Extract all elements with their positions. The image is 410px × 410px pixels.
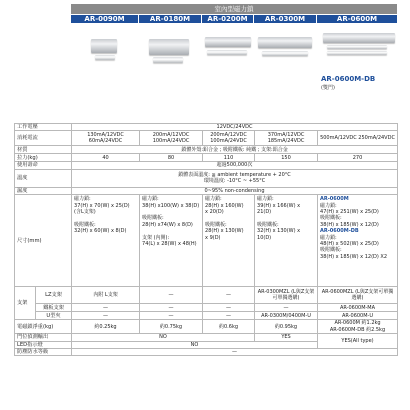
- label-plate-bracket: 鐵板支架: [36, 304, 72, 312]
- extra-model-name: AR-0600M-DB: [321, 75, 376, 83]
- spec-table: [14, 123, 398, 356]
- row-temp: [15, 169, 398, 187]
- label-weight: 電磁鎖淨重(kg): [15, 320, 72, 334]
- dim-line: 74(L) x 28(W) x 48(H): [142, 241, 197, 248]
- temp-surface: 鎖體表面溫度: ≦ ambient temperature + 20°C: [178, 171, 291, 178]
- row-force: [15, 154, 398, 162]
- u-1: —: [72, 312, 140, 320]
- weight-3: 約0.6kg: [203, 320, 255, 334]
- dim-line: 支架 (內開):: [142, 234, 170, 241]
- current-4: 370mA/12VDC 185mA/24VDC: [255, 131, 318, 146]
- lock-body-image: [91, 39, 117, 53]
- lz-3: —: [203, 287, 255, 304]
- dim-line: 吸附鐵板:: [74, 221, 96, 228]
- dim-line: 32(H) x 60(W) x 8(D): [74, 228, 127, 235]
- u-4: AR-0300M/0400M-U: [255, 312, 318, 320]
- weight-1: 約0.25kg: [72, 320, 140, 334]
- dim-line: 38(H) x100(W) x 38(D): [142, 202, 200, 209]
- row-waterproof: [15, 349, 398, 356]
- lz-5: AR-0600MZL (L與Z支架可單獨選購): [318, 287, 398, 304]
- dims-1: [72, 195, 140, 287]
- dim-line: 吸附鐵板:: [320, 215, 342, 222]
- spec-sheet: [14, 4, 397, 356]
- force-3: 110: [203, 154, 255, 162]
- plate-2: —: [140, 304, 203, 312]
- lz-2: —: [140, 287, 203, 304]
- force-2: 80: [140, 154, 203, 162]
- product-image-row: [14, 23, 397, 123]
- row-dimensions: [15, 195, 398, 287]
- label-dimensions: 尺寸(mm): [15, 195, 72, 287]
- model-name-5: AR-0600M: [317, 15, 397, 23]
- dim-line: 磁力鎖:: [205, 196, 222, 203]
- dims-5: [318, 195, 398, 287]
- dim-model-title: AR-0600M: [320, 196, 349, 203]
- door-output-no: NO: [72, 334, 255, 341]
- current-5: 500mA/12VDC 250mA/24VDC: [318, 131, 398, 146]
- dim-line: 32(H) x 130(W) x 10(D): [257, 228, 301, 241]
- label-force: 拉力(kg): [15, 154, 72, 162]
- extra-model-note: (雙門): [321, 85, 335, 91]
- force-4: 150: [255, 154, 318, 162]
- header-group-row: [14, 4, 397, 14]
- dim-line: 28(H) x74(W) x 8(D): [142, 221, 193, 228]
- dim-line: 37(H) x 70(W) x 25(D): [74, 202, 130, 209]
- current-3: 200mA/12VDC 100mA/24VDC: [203, 131, 255, 146]
- dim-line: 磁力鎖:: [320, 202, 337, 209]
- label-humidity: 濕度: [15, 187, 72, 194]
- value-voltage: 12VDC/24VDC: [72, 124, 398, 131]
- dim-line: x 9(D): [205, 234, 221, 241]
- label-lz-bracket: LZ支架: [36, 287, 72, 304]
- dim-line: 38(H) x 185(W) x 12(D): [320, 221, 379, 228]
- dim-line: 吸附鐵板:: [257, 221, 279, 228]
- label-u-clip: U型夾: [36, 312, 72, 320]
- u-2: —: [140, 312, 203, 320]
- dim-model-title: AR-0600M-DB: [320, 228, 359, 235]
- lock-body-image: [323, 33, 395, 43]
- lock-body-image: [205, 37, 251, 47]
- model-name-3: AR-0200M: [202, 15, 254, 23]
- u-5: AR-0600M-U: [318, 312, 398, 320]
- weight-2: 約0.75kg: [140, 320, 203, 334]
- armature-plate-image: [95, 55, 115, 60]
- model-name-2: AR-0180M: [139, 15, 202, 23]
- value-humidity: 0~95% non-condensing: [72, 187, 398, 194]
- dim-line: 39(H) x 166(W) x 21(D): [257, 202, 301, 216]
- value-life: 超過500,000次: [72, 162, 398, 169]
- plate-4: —: [255, 304, 318, 312]
- label-material: 材質: [15, 146, 72, 154]
- weight-5: [318, 320, 398, 334]
- force-1: 40: [72, 154, 140, 162]
- product-image-5: [317, 23, 397, 123]
- armature-plate-image: [327, 45, 387, 49]
- dim-line: 47(H) x 251(W) x 25(D): [320, 209, 379, 216]
- armature-plate-image: [262, 51, 308, 56]
- label-voltage: 工作電壓: [15, 124, 72, 131]
- row-bracket-u: [15, 312, 398, 320]
- lock-body-image: [149, 39, 189, 55]
- row-weight: [15, 320, 398, 334]
- product-image-3: [202, 23, 254, 123]
- row-current: [15, 131, 398, 146]
- armature-plate-image: [207, 50, 247, 55]
- weight-5b: AR-0600M-DB 約2.5kg: [329, 326, 386, 333]
- product-image-2: [139, 23, 202, 123]
- label-door-output: 門位偵測輸出: [15, 334, 72, 341]
- temp-ambient: 環境溫度: -10°C ~ +55°C: [203, 178, 266, 185]
- u-3: —: [203, 312, 255, 320]
- label-led: LED指示燈: [15, 341, 72, 348]
- armature-plate-image: [327, 51, 387, 55]
- label-temp: 溫度: [15, 169, 72, 187]
- current-1: 130mA/12VDC 60mA/24VDC: [72, 131, 140, 146]
- product-image-4: [254, 23, 317, 123]
- plate-3: —: [203, 304, 255, 312]
- weight-4: 約0.95kg: [255, 320, 318, 334]
- value-material: 鎖體外殼:鋁合金 ; 吸附鐵板: 純鐵 ; 支架:鋁合金: [72, 146, 398, 154]
- dim-line: (含L支架): [74, 209, 96, 216]
- model-header-row: [14, 15, 397, 23]
- row-material: [15, 146, 398, 154]
- lz-1: 內附 L支架: [72, 287, 140, 304]
- model-name-4: AR-0300M: [254, 15, 317, 23]
- dim-line: 吸附鐵板:: [205, 221, 227, 228]
- row-bracket-plate: [15, 304, 398, 312]
- row-humidity: [15, 187, 398, 194]
- plate-5: AR-0600M-MA: [318, 304, 398, 312]
- plate-1: —: [72, 304, 140, 312]
- dim-line: 吸附鐵板:: [320, 247, 342, 254]
- row-door-output: [15, 334, 398, 341]
- label-life: 使用壽命: [15, 162, 72, 169]
- dim-line: 28(H) x 130(W): [205, 228, 244, 235]
- dim-line: 磁力鎖:: [74, 196, 91, 203]
- door-output-yes: YES: [255, 334, 318, 341]
- label-current: 消耗電流: [15, 131, 72, 146]
- lock-body-image: [258, 37, 312, 48]
- label-waterproof: 防塵防水等級: [15, 349, 72, 356]
- force-5: 270: [318, 154, 398, 162]
- label-bracket: 支架: [15, 287, 36, 320]
- dim-line: 磁力鎖:: [257, 196, 274, 203]
- led-no: NO: [72, 341, 318, 348]
- dims-2: [140, 195, 203, 287]
- row-bracket-lz: [15, 287, 398, 304]
- dim-line: 磁力鎖:: [142, 196, 159, 203]
- weight-5a: AR-0600M 約1.2kg: [334, 320, 381, 327]
- dims-4: [255, 195, 318, 287]
- dim-line: 38(H) x 185(W) x 12(D) X2: [320, 253, 388, 260]
- dim-line: 吸附鐵板:: [142, 215, 164, 222]
- row-life: [15, 162, 398, 169]
- model-name-1: AR-0090M: [71, 15, 139, 23]
- armature-plate-image: [153, 57, 183, 63]
- dim-line: x 20(D): [205, 209, 224, 216]
- dims-3: [203, 195, 255, 287]
- lz-4: AR-0300MZL (L與Z支架可單獨選購): [255, 287, 318, 304]
- value-waterproof: —: [72, 349, 398, 356]
- dim-line: 48(H) x 502(W) x 25(D): [320, 241, 379, 248]
- product-image-1: [71, 23, 139, 123]
- dim-line: 28(H) x 160(W): [205, 202, 244, 209]
- current-2: 200mA/12VDC 100mA/24VDC: [140, 131, 203, 146]
- group-title: 室內型磁力鎖: [71, 4, 397, 14]
- led-door-yes-all: YES(All type): [318, 334, 398, 349]
- dim-line: 磁力鎖:: [320, 234, 337, 241]
- row-voltage: [15, 124, 398, 131]
